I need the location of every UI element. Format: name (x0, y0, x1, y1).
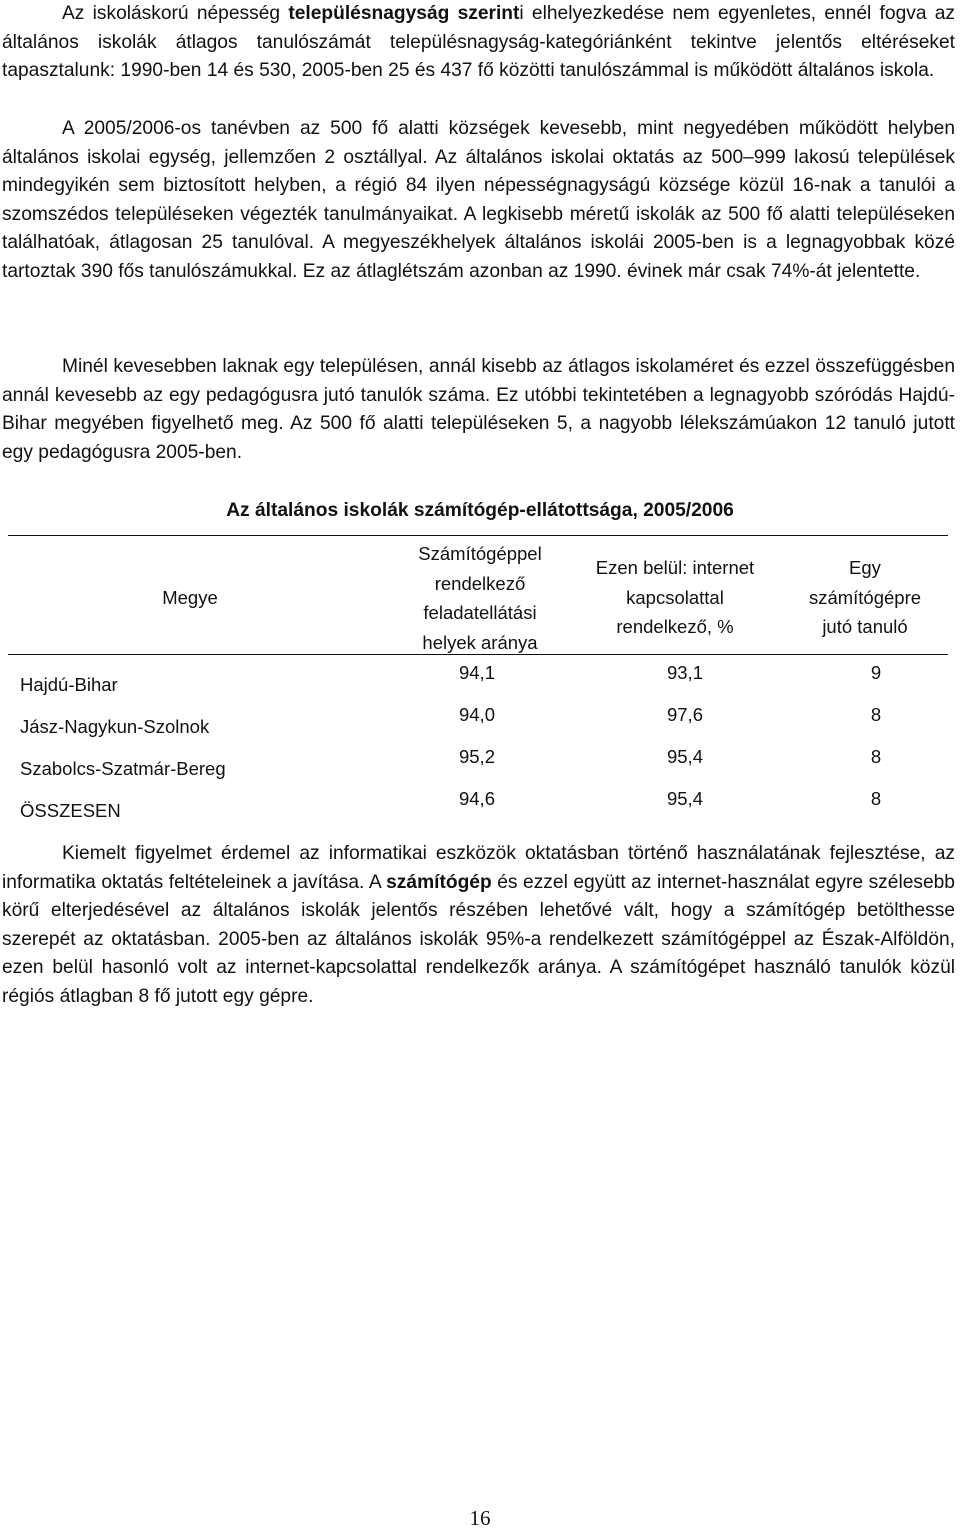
row-label-szabolcs: Szabolcs-Szatmár-Bereg (20, 758, 226, 779)
row-jnsz-v1: 94,0 (458, 704, 495, 725)
page-number: 16 (469, 1506, 491, 1530)
row-jnsz-v2: 97,6 (666, 704, 703, 725)
header-col1-line2: rendelkező (434, 572, 526, 594)
header-col3-line1: Egy (849, 557, 881, 578)
paragraph-teacher-ratio: Minél kevesebben laknak egy településen, annál kisebb az átlagos iskolaméret és ezzel összefüggésben annál kevesebb az egy pedagógusra jutó tanulók száma. Ez utóbbi tekintetében a legnagyobb szóródás Hajdú-Bihar megyében figyelhető meg. Az 500 fő alatti településeken 5, a nagyobb lélekszámúakon 12 tanuló jutott egy pedagógusra 2005-ben. (2, 356, 955, 463)
paragraph-computers (2, 840, 955, 1012)
row-szabolcs-v1: 95,2 (458, 746, 495, 767)
header-col2-line3: rendelkező, % (616, 616, 734, 637)
header-col2-line2: kapcsolattal (626, 586, 724, 608)
header-col3-line3: jutó tanuló (822, 616, 908, 637)
row-label-osszesen: ÖSSZESEN (20, 800, 121, 821)
row-osszesen-v1: 94,6 (458, 788, 495, 809)
row-jnsz-v3: 8 (870, 704, 882, 725)
row-label-jasz-nagykun-szolnok: Jász-Nagykun-Szolnok (20, 716, 210, 737)
header-col3-line2: számítógépre (808, 586, 922, 608)
p1-post: i elhelyezkedése nem egyenletes, ennél fogva az általános iskolák átlagos tanulószámát településnagyság-kategóriánként tekintve jelentős eltéréseket tapasztalunk: 1990-ben 14 és 530, 2005-ben 25 és 437 fő közötti tanulószámmal is működött általános iskola. (2, 3, 956, 82)
header-col1-line4: helyek aránya (422, 631, 538, 653)
header-col2-line1: Ezen belül: internet (595, 557, 755, 578)
p4-post: és ezzel együtt az internet-használat egyre szélesebb körű elterjedésével az általános iskolák jelentős részében lehetővé vált, hogy a számítógép betölthesse szerepét az oktatásban. 2005-ben az általános iskolák 95%-a rendelkezett számítógéppel az Észak-Alföldön, ezen belül hasonló volt az internet-kapcsolattal rendelkezők aránya. A számítógépet használó tanulók közül régiós átlagban 8 fő jutott egy gépre. (2, 871, 955, 1007)
header-computer-share (370, 539, 590, 657)
p4-pre: Kiemelt figyelmet érdemel az informatikai eszközök oktatásban történő használatának fejlesztése, az informatika oktatás feltételeinek a javítása. A (2, 843, 955, 893)
header-col1-line1: Számítógéppel (418, 543, 542, 564)
row-hajdu-bihar-v3: 9 (870, 662, 882, 683)
p1-pre: Az iskoláskorú népesség (62, 3, 289, 24)
paragraph-settlement-size (2, 0, 955, 86)
table-title: Az általános iskolák számítógép-ellátottsága, 2005/2006 (226, 500, 734, 521)
table-top-rule (8, 535, 948, 536)
row-label-hajdu-bihar: Hajdú-Bihar (20, 674, 118, 695)
row-hajdu-bihar-v1: 94,1 (458, 662, 495, 683)
p4-bold: számítógép (386, 871, 492, 893)
paragraph-school-year: A 2005/2006-os tanévben az 500 fő alatti községek kevesebb, mint negyedében működött helyben általános iskolai egység, jellemzően 2 osztállyal. Az általános iskolai oktatás az 500–999 lakosú települések mindegyikén sem biztosított helyben, a régió 84 ilyen népességnagyságú községe közül 16-nak a tanulói a szomszédos településeken végezték tanulmányaikat. A legkisebb méretű iskolák az 500 fő alatti településeken találhatóak, átlagosan 25 tanulóval. A megyeszékhelyek általános iskolái 2005-ben is a legnagyobbak közé tartoztak 390 fős tanulószámukkal. Ez az átlaglétszám azonban az 1990. évinek már csak 74%-át jelentette. (2, 118, 955, 282)
header-internet-share (570, 553, 780, 642)
header-col1-line3: feladatellátási (423, 602, 537, 623)
p1-bold: településnagyság szerint (288, 3, 520, 24)
row-szabolcs-v2: 95,4 (666, 746, 703, 767)
row-osszesen-v3: 8 (870, 788, 882, 809)
header-students-per-computer (780, 553, 950, 642)
row-osszesen-v2: 95,4 (666, 788, 703, 809)
header-county: Megye (162, 587, 218, 608)
row-szabolcs-v3: 8 (870, 746, 882, 767)
row-hajdu-bihar-v2: 93,1 (666, 662, 703, 683)
